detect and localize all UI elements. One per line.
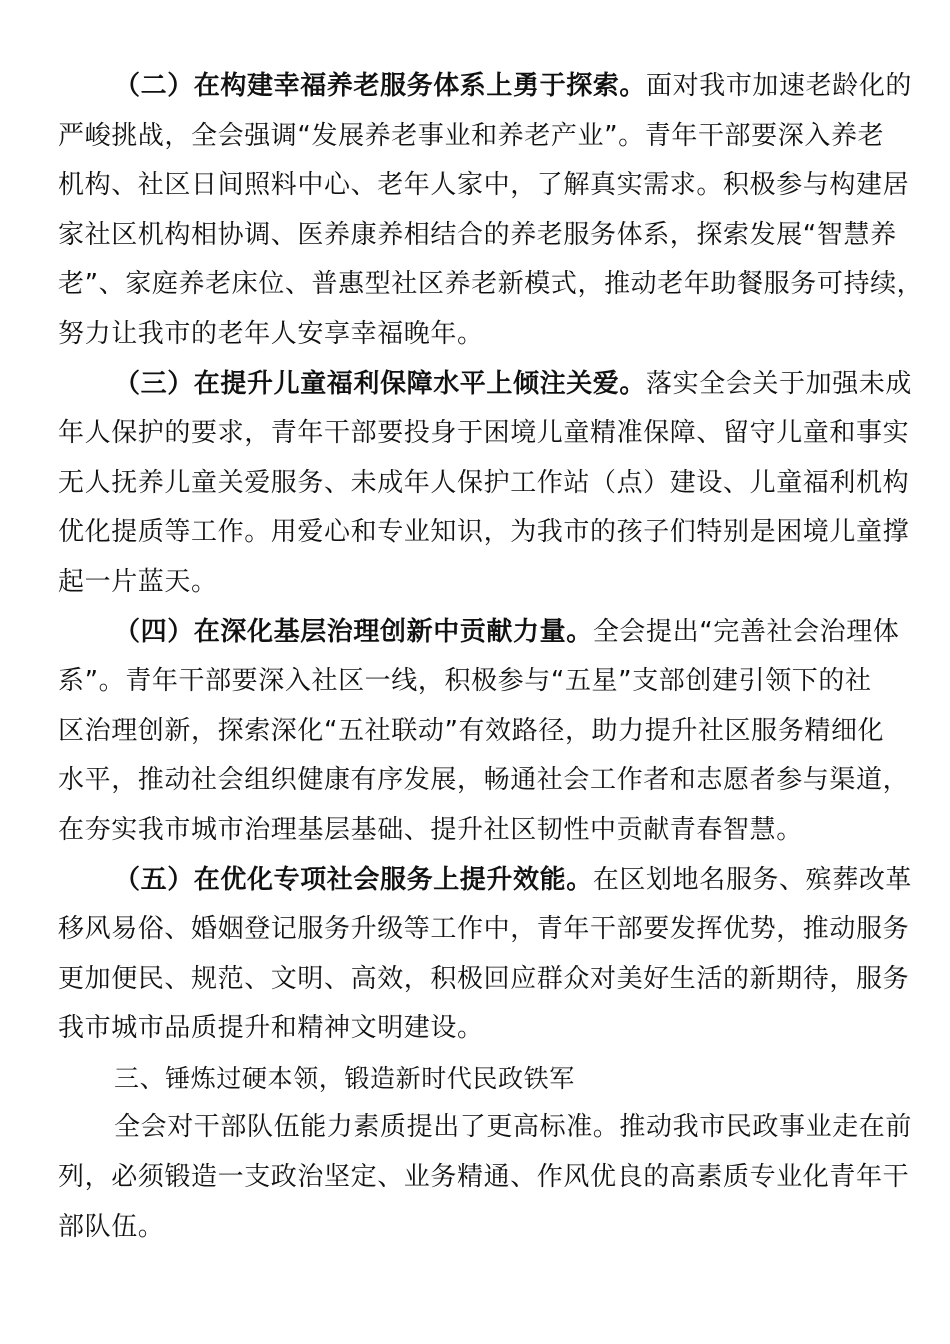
paragraph-line: 年人保护的要求，青年干部要投身于困境儿童精准保障、留守儿童和事实 — [58, 418, 910, 449]
paragraph-text: 落实全会关于加强未成 — [646, 368, 913, 399]
paragraph-line: 水平，推动社会组织健康有序发展，畅通社会工作者和志愿者参与渠道， — [58, 765, 910, 796]
paragraph-elderly-care — [58, 62, 924, 360]
paragraph-line: 全会对干部队伍能力素质提出了更高标准。推动我市民政事业走在前 — [114, 1112, 913, 1143]
paragraph-first-line — [58, 856, 913, 906]
section-heading — [58, 1054, 896, 1104]
section-heading-text: 三、锤炼过硬本领，锻造新时代民政铁军 — [114, 1063, 575, 1093]
document-page — [58, 62, 924, 1252]
paragraph-line: 无人抚养儿童关爱服务、未成年人保护工作站（点）建设、儿童福利机构 — [58, 467, 910, 498]
paragraph-line: 严峻挑战，全会强调“发展养老事业和养老产业”。青年干部要深入养老 — [58, 120, 885, 151]
paragraph-line: 在夯实我市城市治理基层基础、提升社区韧性中贡献青春智慧。 — [58, 814, 803, 845]
paragraph-line: 更加便民、规范、文明、高效，积极回应群众对美好生活的新期待，服务 — [58, 963, 910, 994]
paragraph-line: 机构、社区日间照料中心、老年人家中，了解真实需求。积极参与构建居 — [58, 170, 910, 201]
paragraph-line: 部队伍。 — [58, 1211, 165, 1242]
paragraph-text: 在区划地名服务、殡葬改革 — [592, 864, 913, 895]
paragraph-line: 家社区机构相协调、医养康养相结合的养老服务体系，探索发展“智慧养 — [58, 219, 897, 250]
paragraph-line: 移风易俗、婚姻登记服务升级等工作中，青年干部要发挥优势，推动服务 — [58, 914, 910, 945]
paragraph-text: 全会提出“完善社会治理体 — [592, 616, 900, 647]
paragraph-line: 列，必须锻造一支政治坚定、业务精通、作风优良的高素质专业化青年干 — [58, 1162, 910, 1193]
paragraph-line: 优化提质等工作。用爱心和专业知识，为我市的孩子们特别是困境儿童撑 — [58, 517, 910, 548]
paragraph-line: 努力让我市的老年人安享幸福晚年。 — [58, 318, 484, 349]
paragraph-line: 我市城市品质提升和精神文明建设。 — [58, 1013, 484, 1044]
paragraph-lead-heading: （二）在构建幸福养老服务体系上勇于探索。 — [114, 71, 647, 101]
paragraph-line: 系”。青年干部要深入社区一线，积极参与“五星”支部创建引领下的社 — [58, 666, 872, 697]
paragraph-lead-heading: （四）在深化基层治理创新中贡献力量。 — [114, 616, 593, 647]
paragraph-cadre-standards — [58, 1103, 913, 1252]
paragraph-first-line — [58, 608, 900, 658]
paragraph-lead-heading: （三）在提升儿童福利保障水平上倾注关爱。 — [114, 368, 647, 399]
paragraph-line: 老”、家庭养老床位、普惠型社区养老新模式，推动老年助餐服务可持续， — [58, 269, 924, 300]
paragraph-line: 起一片蓝天。 — [58, 566, 218, 597]
paragraph-child-welfare — [58, 360, 913, 608]
paragraph-special-services — [58, 856, 913, 1054]
paragraph-first-line — [58, 62, 913, 112]
paragraph-text: 面对我市加速老龄化的 — [646, 71, 913, 101]
paragraph-lead-heading: （五）在优化专项社会服务上提升效能。 — [114, 864, 593, 895]
paragraph-line: 区治理创新，探索深化“五社联动”有效路径，助力提升社区服务精细化 — [58, 715, 885, 746]
paragraph-grassroots-governance — [58, 608, 910, 856]
paragraph-first-line — [58, 360, 913, 410]
